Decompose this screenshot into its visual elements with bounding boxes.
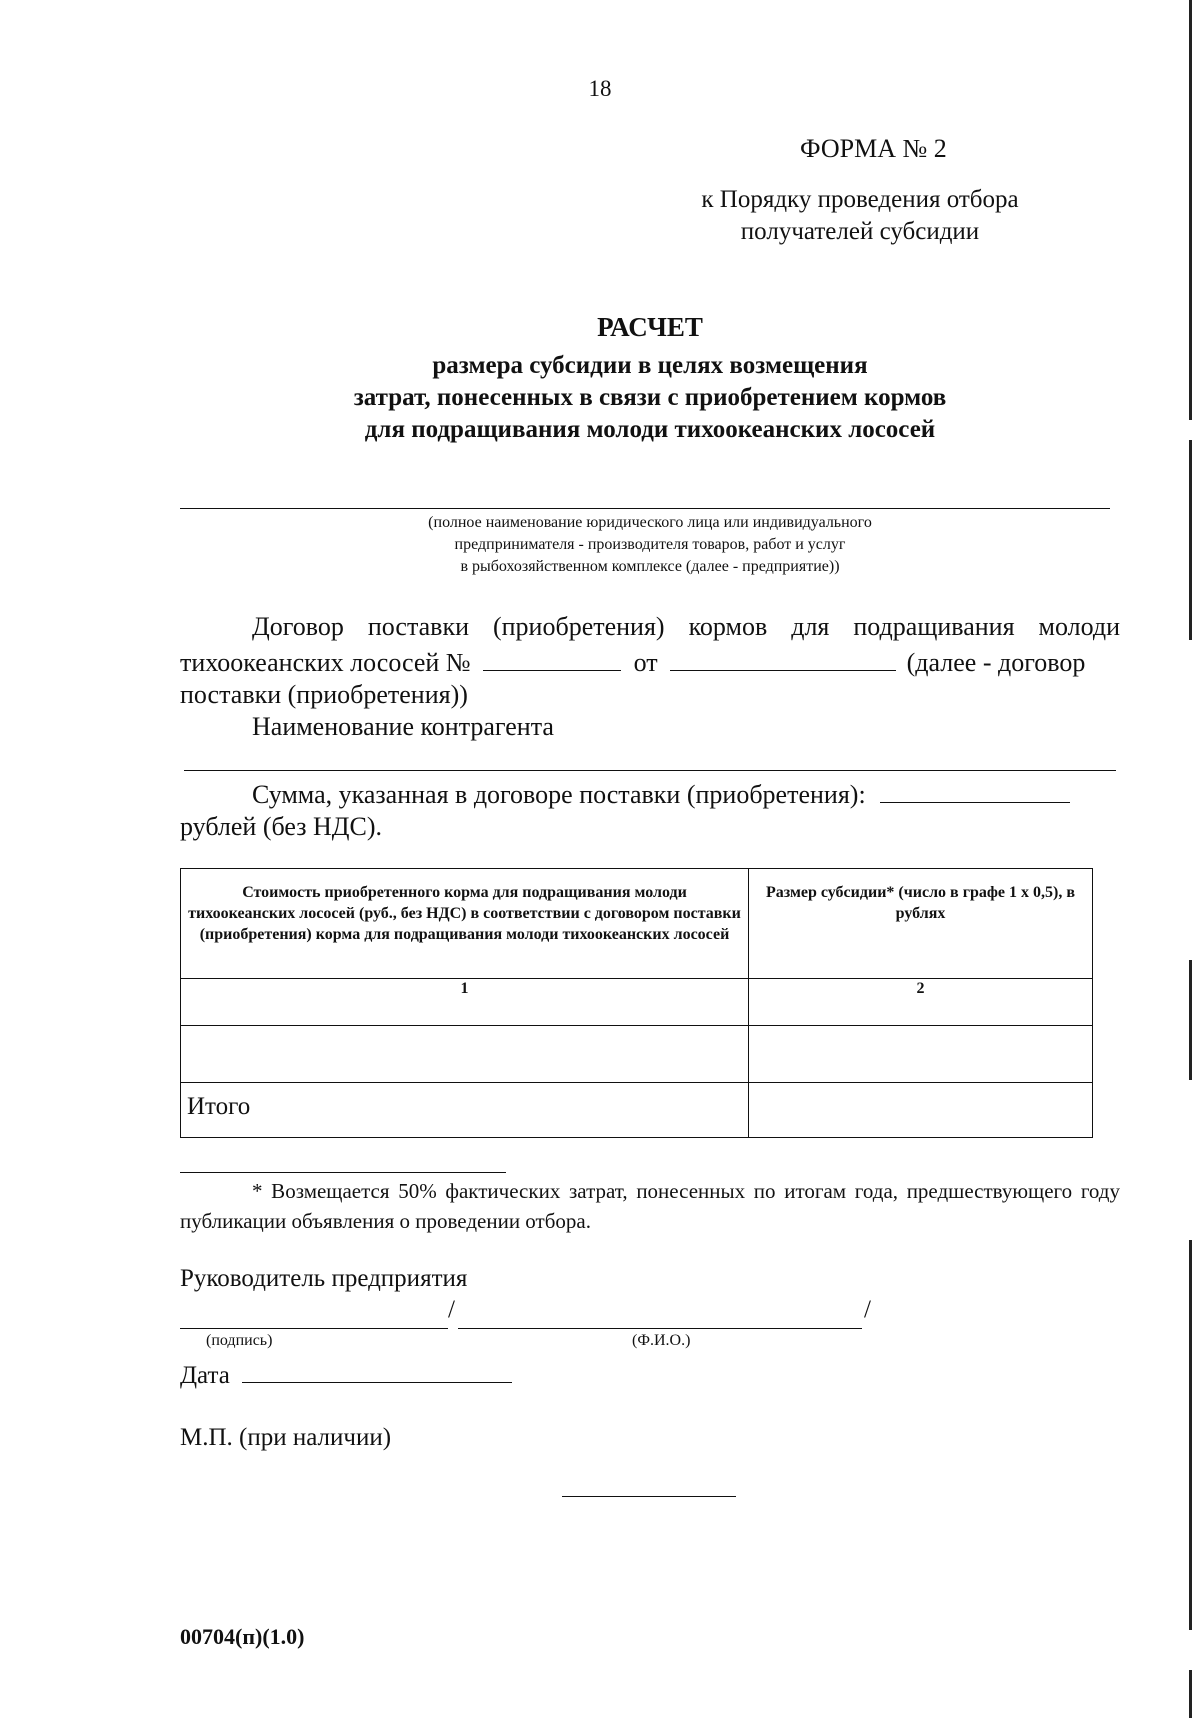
counterparty-label: Наименование контрагента <box>252 712 554 741</box>
contract-date-label: от <box>633 648 658 677</box>
date-label: Дата <box>180 1362 230 1389</box>
table-row <box>181 1026 1093 1083</box>
total-label: Итого <box>181 1083 749 1138</box>
end-separator <box>562 1496 736 1497</box>
contract-line-2 <box>180 644 1120 680</box>
contract-number-field[interactable] <box>483 644 621 671</box>
form-reference <box>640 184 1080 248</box>
entity-name-field[interactable] <box>180 508 1110 509</box>
form-reference-line: к Порядку проведения отбора <box>701 186 1019 213</box>
contract-date-field[interactable] <box>670 644 896 671</box>
subtitle-line: затрат, понесенных в связи с приобретением кормов <box>353 384 947 411</box>
document-title: РАСЧЕТ <box>597 312 703 342</box>
caption-line: предпринимателя - производителя товаров, работ и услуг <box>454 536 846 553</box>
scan-edge-mark <box>1189 960 1192 1080</box>
date-field[interactable] <box>242 1356 512 1383</box>
full-name-caption: (Ф.И.О.) <box>632 1332 691 1349</box>
contract-sum-unit: рублей (без НДС). <box>180 812 383 841</box>
subsidy-amount-input-cell[interactable] <box>749 1026 1093 1083</box>
stamp-label: М.П. (при наличии) <box>180 1424 392 1451</box>
form-number: ФОРМА № 2 <box>800 134 947 163</box>
scan-edge-mark <box>1189 0 1192 420</box>
signature-field[interactable] <box>180 1328 448 1329</box>
column-number-cell: 2 <box>749 979 1093 1026</box>
contract-text: Договор поставки (приобретения) кормов для подращивания молоди <box>252 612 1120 641</box>
signature-separator: / <box>448 1296 455 1323</box>
signature-caption: (подпись) <box>206 1332 273 1349</box>
document-code: 00704(п)(1.0) <box>180 1624 305 1649</box>
column-number-cell: 1 <box>181 979 749 1026</box>
head-label: Руководитель предприятия <box>180 1265 468 1292</box>
document-subtitle <box>180 350 1120 446</box>
counterparty-field[interactable] <box>184 770 1116 771</box>
subsidy-calculation-table <box>180 868 1093 1138</box>
contract-sum-label: Сумма, указанная в договоре поставки (приобретения): <box>252 780 866 809</box>
caption-line: в рыбохозяйственном комплексе (далее - предприятие)) <box>460 558 840 575</box>
contract-line-1 <box>180 610 1120 644</box>
contract-sum-row <box>252 776 1070 812</box>
form-reference-line: получателей субсидии <box>740 218 980 245</box>
table-header-cell: Размер субсидии* (число в графе 1 x 0,5), в рублях <box>749 869 1093 979</box>
contract-line-3: поставки (приобретения)) <box>180 680 468 709</box>
scan-edge-mark <box>1189 1240 1192 1630</box>
total-amount-cell[interactable] <box>749 1083 1093 1138</box>
date-row <box>180 1356 512 1390</box>
full-name-field[interactable] <box>458 1328 862 1329</box>
entity-name-caption <box>300 512 1000 578</box>
contract-suffix: (далее - договор <box>906 648 1086 677</box>
contract-number-label: тихоокеанских лососей № <box>180 648 471 677</box>
scan-edge-mark <box>1189 440 1192 640</box>
footnote: * Возмещается 50% фактических затрат, понесенных по итогам года, предшествующего году публикации объявления о проведении отбора. <box>180 1179 1120 1233</box>
table-number-row <box>181 979 1093 1026</box>
page-number: 18 <box>588 76 612 101</box>
subtitle-line: для подращивания молоди тихоокеанских лососей <box>364 416 936 443</box>
table-total-row <box>181 1083 1093 1138</box>
table-header-row <box>181 869 1093 979</box>
footnote-separator <box>180 1172 506 1173</box>
scan-edge-mark <box>1189 1670 1192 1718</box>
contract-sum-field[interactable] <box>880 776 1070 803</box>
subtitle-line: размера субсидии в целях возмещения <box>432 352 868 379</box>
full-name-separator: / <box>864 1296 871 1323</box>
caption-line: (полное наименование юридического лица или индивидуального <box>428 514 872 531</box>
table-header-cell: Стоимость приобретенного корма для подращивания молоди тихоокеанских лососей (руб., без НДС) в соответствии с договором поставки (приобретения) корма для подращивания молоди тихоокеанских лососей <box>181 869 749 979</box>
feed-cost-input-cell[interactable] <box>181 1026 749 1083</box>
